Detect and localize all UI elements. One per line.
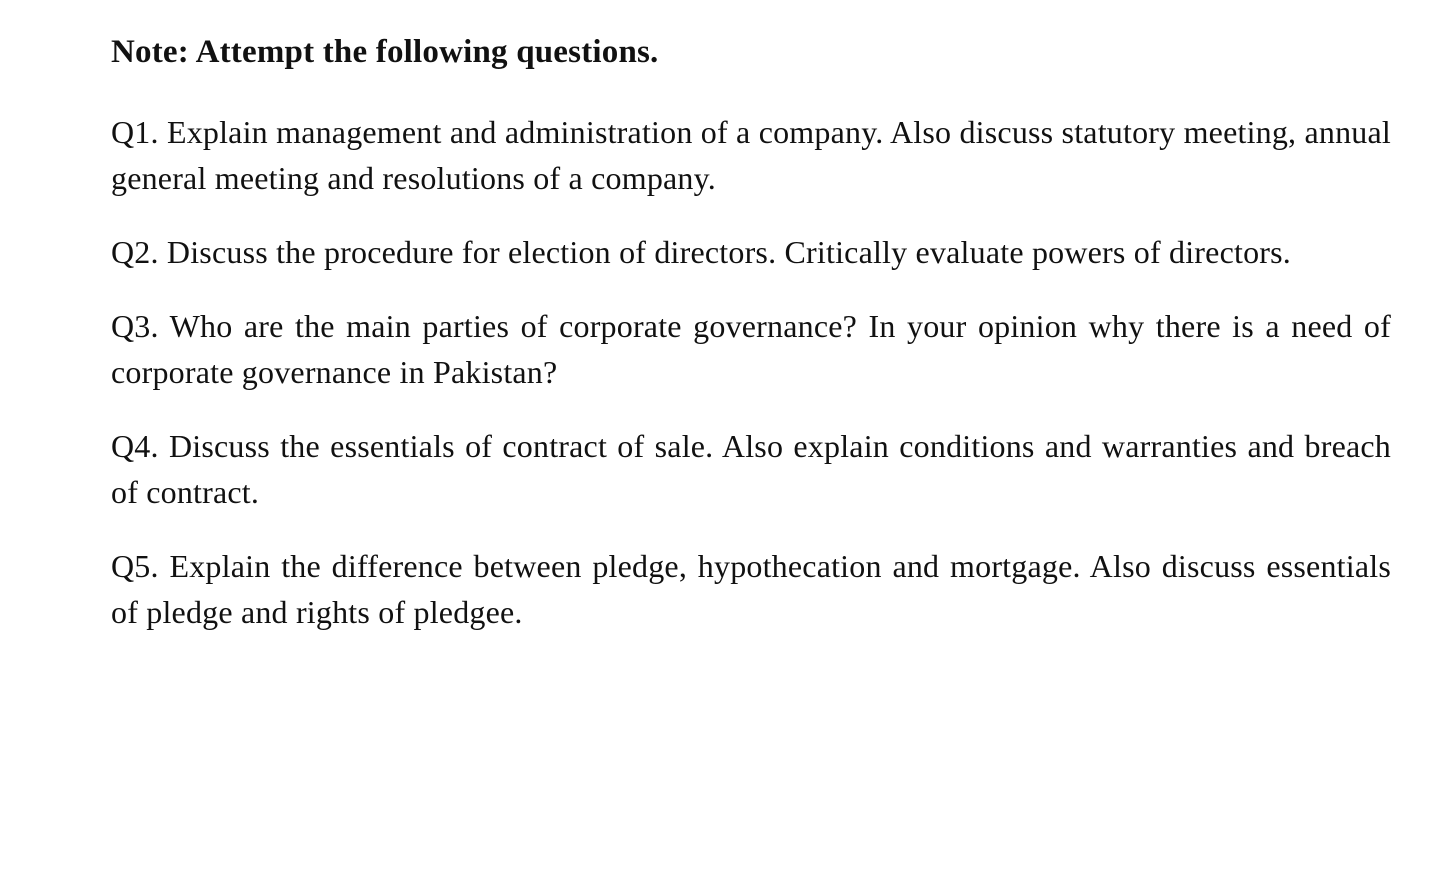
question-3: Q3. Who are the main parties of corporate governance? In your opinion why there is a need of corporate governance in Pakistan? (111, 308, 1391, 390)
question-4: Q4. Discuss the essentials of contract of sale. Also explain conditions and warranties and breach of contract. (111, 428, 1391, 510)
instruction-note: Note: Attempt the following questions. (111, 34, 659, 70)
question-5: Q5. Explain the difference between pledge, hypothecation and mortgage. Also discuss essentials of pledge and rights of pledgee. (111, 548, 1391, 630)
question-2: Q2. Discuss the procedure for election of directors. Critically evaluate powers of directors. (111, 234, 1291, 270)
question-1: Q1. Explain management and administration of a company. Also discuss statutory meeting, annual general meeting and resolutions of a company. (111, 114, 1391, 196)
document-page (111, 28, 1391, 663)
